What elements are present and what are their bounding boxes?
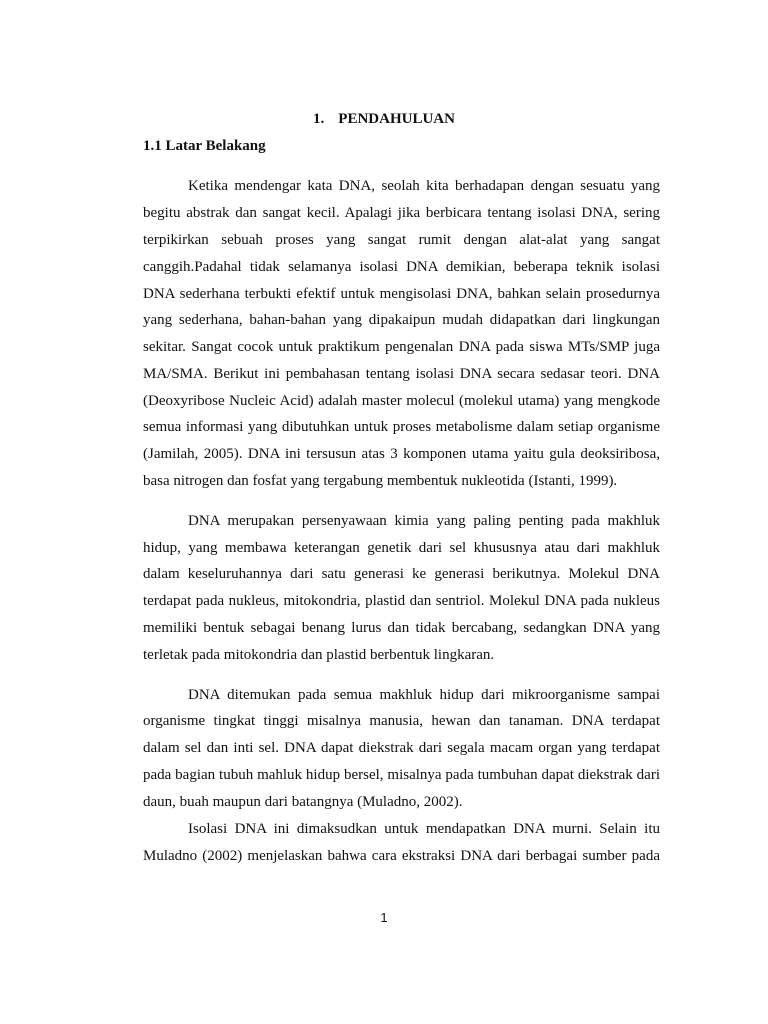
- paragraph-1-line: basa nitrogen dan fosfat yang tergabung membentuk nukleotida (Istanti, 1999).: [143, 473, 618, 489]
- paragraph-2-line: memiliki bentuk sebagai benang lurus dan tidak bercabang, sedangkan DNA yang: [143, 620, 660, 636]
- paragraph-4-line: Muladno (2002) menjelaskan bahwa cara ekstraksi DNA dari berbagai sumber pada: [143, 848, 660, 864]
- chapter-heading: [0, 109, 768, 129]
- paragraph-2-line: DNA merupakan persenyawaan kimia yang paling penting pada makhluk: [188, 513, 660, 529]
- paragraph-3-line: pada bagian tubuh mahluk hidup bersel, misalnya pada tumbuhan dapat diekstrak dari: [143, 767, 660, 783]
- paragraph-4-line: Isolasi DNA ini dimaksudkan untuk mendapatkan DNA murni. Selain itu: [188, 821, 660, 837]
- paragraph-3-line: daun, buah maupun dari batangnya (Muladno, 2002).: [143, 794, 463, 810]
- chapter-number: 1.: [313, 111, 325, 127]
- paragraph-1-line: DNA sederhana terbukti efektif untuk mengisolasi DNA, bahkan selain prosedurnya: [143, 286, 660, 302]
- paragraph-1-line: begitu abstrak dan sangat kecil. Apalagi jika berbicara tentang isolasi DNA, sering: [143, 205, 660, 221]
- paragraph-1-line: sekitar. Sangat cocok untuk praktikum pengenalan DNA pada siswa MTs/SMP juga: [143, 339, 660, 355]
- paragraph-1-line: MA/SMA. Berikut ini pembahasan tentang isolasi DNA secara sedasar teori. DNA: [143, 366, 660, 382]
- paragraph-1-line: semua informasi yang dibutuhkan untuk proses metabolisme dalam setiap organisme: [143, 419, 660, 435]
- paragraph-3-line: dalam sel dan inti sel. DNA dapat diekstrak dari segala macam organ yang terdapat: [143, 740, 660, 756]
- paragraph-1-line: canggih.Padahal tidak selamanya isolasi DNA demikian, beberapa teknik isolasi: [143, 259, 660, 275]
- page-number: 1: [380, 910, 388, 925]
- paragraph-1-line: Ketika mendengar kata DNA, seolah kita berhadapan dengan sesuatu yang: [188, 178, 660, 194]
- paragraph-1-line: (Deoxyribose Nucleic Acid) adalah master molecul (molekul utama) yang mengkode: [143, 393, 660, 409]
- paragraph-1-line: (Jamilah, 2005). DNA ini tersusun atas 3 komponen utama yaitu gula deoksiribosa,: [143, 446, 660, 462]
- paragraph-2-line: hidup, yang membawa keterangan genetik dari sel khususnya atau dari makhluk: [143, 540, 660, 556]
- paragraph-2-line: terdapat pada nukleus, mitokondria, plastid dan sentriol. Molekul DNA pada nukleus: [143, 593, 660, 609]
- paragraph-1-line: terpikirkan sebuah proses yang sangat rumit dengan alat-alat yang sangat: [143, 232, 660, 248]
- paragraph-1-line: yang sederhana, bahan-bahan yang dipakaipun mudah didapatkan dari lingkungan: [143, 312, 660, 328]
- paragraph-3-line: organisme tingkat tinggi misalnya manusia, hewan dan tanaman. DNA terdapat: [143, 713, 660, 729]
- paragraph-2-line: terletak pada mitokondria dan plastid berbentuk lingkaran.: [143, 647, 495, 663]
- section-heading: 1.1 Latar Belakang: [143, 138, 266, 154]
- paragraph-3-line: DNA ditemukan pada semua makhluk hidup dari mikroorganisme sampai: [188, 687, 660, 703]
- chapter-title: PENDAHULUAN: [338, 111, 455, 127]
- paragraph-2-line: dalam keseluruhannya dari satu generasi ke generasi berikutnya. Molekul DNA: [143, 566, 660, 582]
